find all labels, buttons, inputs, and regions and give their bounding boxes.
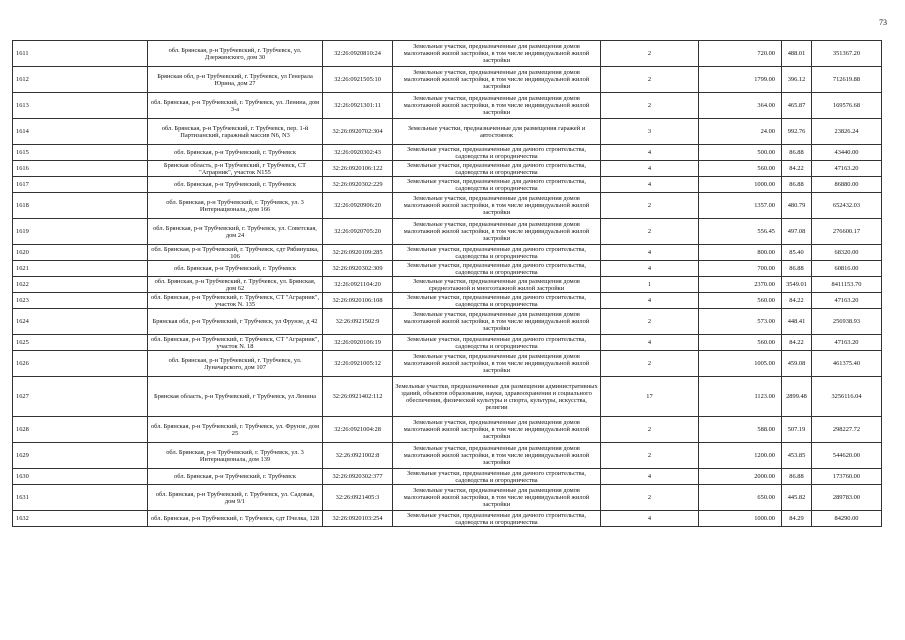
cadastral-value-cell: 173760.00 xyxy=(812,469,882,485)
group-cell: 3 xyxy=(601,119,699,145)
cadastral-value-cell: 84290.00 xyxy=(812,511,882,527)
cadastral-number-cell: 32:26:0920106:19 xyxy=(323,335,393,351)
land-use-cell: Земельные участки, предназначенные для размещения домов малоэтажной жилой застройки, в том числе индивидуальной жилой застройки xyxy=(393,41,601,67)
row-number-cell: 1631 xyxy=(13,485,148,511)
row-number-cell: 1625 xyxy=(13,335,148,351)
group-cell: 4 xyxy=(601,161,699,177)
price-cell: 86.88 xyxy=(782,261,812,277)
cadastral-value-cell: 298227.72 xyxy=(812,417,882,443)
table-row xyxy=(13,335,882,351)
land-use-cell: Земельные участки, предназначенные для дачного строительства, садоводства и огородничества xyxy=(393,145,601,161)
area-cell: 700.00 xyxy=(699,261,782,277)
cadastral-value-cell: 289783.00 xyxy=(812,485,882,511)
page-number: 73 xyxy=(879,18,887,27)
cadastral-number-cell: 32:26:0920103:254 xyxy=(323,511,393,527)
address-cell: обл. Брянская, р-н Трубчевский, г. Трубчевск, сдт Рябинушка, 106 xyxy=(148,245,323,261)
address-cell: обл. Брянская, р-н Трубчевский, г. Трубчевск, СТ "Аграрник", участок N. 135 xyxy=(148,293,323,309)
price-cell: 992.76 xyxy=(782,119,812,145)
row-number-cell: 1613 xyxy=(13,93,148,119)
cadastral-value-cell: 3256116.04 xyxy=(812,377,882,417)
cadastral-number-cell: 32:26:0920302:43 xyxy=(323,145,393,161)
area-cell: 1357.00 xyxy=(699,193,782,219)
area-cell: 720.00 xyxy=(699,41,782,67)
price-cell: 3549.01 xyxy=(782,277,812,293)
cadastral-number-cell: 32:26:0921002:8 xyxy=(323,443,393,469)
row-number-cell: 1615 xyxy=(13,145,148,161)
table-row xyxy=(13,41,882,67)
cadastral-value-cell: 43440.00 xyxy=(812,145,882,161)
price-cell: 445.82 xyxy=(782,485,812,511)
area-cell: 1000.00 xyxy=(699,177,782,193)
row-number-cell: 1611 xyxy=(13,41,148,67)
table-row xyxy=(13,485,882,511)
land-use-cell: Земельные участки, предназначенные для размещения домов малоэтажной жилой застройки, в том числе индивидуальной жилой застройки xyxy=(393,93,601,119)
cadastral-value-cell: 351367.20 xyxy=(812,41,882,67)
address-cell: обл. Брянская, р-н Трубчевский, г. Трубчевск, ул. Фрунзе, дом 25 xyxy=(148,417,323,443)
price-cell: 86.88 xyxy=(782,145,812,161)
address-cell: Брянская обл, р-н Трубчевский, г Трубчевск, ул Фрунзе, д 42 xyxy=(148,309,323,335)
group-cell: 2 xyxy=(601,309,699,335)
cadastral-value-cell: 712619.88 xyxy=(812,67,882,93)
address-cell: обл. Брянская, р-н Трубчевский, г. Трубчевск xyxy=(148,469,323,485)
area-cell: 650.00 xyxy=(699,485,782,511)
group-cell: 2 xyxy=(601,485,699,511)
area-cell: 1799.00 xyxy=(699,67,782,93)
table-row xyxy=(13,261,882,277)
address-cell: Брянская область, р-н Трубчевский, г Трубчевск, ул Ленина xyxy=(148,377,323,417)
cadastral-number-cell: 32:26:0920906:20 xyxy=(323,193,393,219)
table-row xyxy=(13,351,882,377)
table-row xyxy=(13,119,882,145)
group-cell: 4 xyxy=(601,511,699,527)
land-use-cell: Земельные участки, предназначенные для размещения административных зданий, объектов образования, науки, здравоохранения и социального обеспечения, физической культуры и спорта, культуры, искусства, религии xyxy=(393,377,601,417)
cadastral-value-cell: 86880.00 xyxy=(812,177,882,193)
cadastral-number-cell: 32:26:0921405:3 xyxy=(323,485,393,511)
table-row xyxy=(13,219,882,245)
cadastral-value-cell: 23826.24 xyxy=(812,119,882,145)
row-number-cell: 1630 xyxy=(13,469,148,485)
group-cell: 4 xyxy=(601,293,699,309)
cadastral-number-cell: 32:26:0920810:24 xyxy=(323,41,393,67)
land-use-cell: Земельные участки, предназначенные для дачного строительства, садоводства и огородничества xyxy=(393,177,601,193)
address-cell: обл. Брянская, р-н Трубчевский, г. Трубчевск, СТ "Аграрник", участок N. 18 xyxy=(148,335,323,351)
address-cell: Брянская обл, р-н Трубчевский, г. Трубчевск, ул Генерала Юрина, дом 27 xyxy=(148,67,323,93)
table-row xyxy=(13,277,882,293)
cadastral-number-cell: 32:26:0920302:377 xyxy=(323,469,393,485)
price-cell: 85.40 xyxy=(782,245,812,261)
table-row xyxy=(13,417,882,443)
area-cell: 800.00 xyxy=(699,245,782,261)
row-number-cell: 1620 xyxy=(13,245,148,261)
row-number-cell: 1626 xyxy=(13,351,148,377)
cadastral-number-cell: 32:26:0921005:12 xyxy=(323,351,393,377)
land-use-cell: Земельные участки, предназначенные для размещения домов малоэтажной жилой застройки, в том числе индивидуальной жилой застройки xyxy=(393,193,601,219)
price-cell: 465.87 xyxy=(782,93,812,119)
land-use-cell: Земельные участки, предназначенные для размещения гаражей и автостоянок xyxy=(393,119,601,145)
cadastral-number-cell: 32:26:0921505:10 xyxy=(323,67,393,93)
address-cell: обл. Брянская, р-н Трубчевский, г. Трубчевск, пер. 1-й Партизанский, гаражный массив N6, N3 xyxy=(148,119,323,145)
price-cell: 86.88 xyxy=(782,469,812,485)
area-cell: 1000.00 xyxy=(699,511,782,527)
area-cell: 1005.00 xyxy=(699,351,782,377)
cadastral-number-cell: 32:26:0920302:229 xyxy=(323,177,393,193)
land-use-cell: Земельные участки, предназначенные для дачного строительства, садоводства и огородничества xyxy=(393,335,601,351)
land-use-cell: Земельные участки, предназначенные для дачного строительства, садоводства и огородничества xyxy=(393,261,601,277)
land-plots-table xyxy=(12,40,882,527)
cadastral-value-cell: 8411153.70 xyxy=(812,277,882,293)
land-use-cell: Земельные участки, предназначенные для размещения домов малоэтажной жилой застройки, в том числе индивидуальной жилой застройки xyxy=(393,443,601,469)
group-cell: 2 xyxy=(601,41,699,67)
price-cell: 497.08 xyxy=(782,219,812,245)
address-cell: обл. Брянская, р-н Трубчевский, г. Трубчевск, ул. Брянская, дом 62 xyxy=(148,277,323,293)
land-use-cell: Земельные участки, предназначенные для дачного строительства, садоводства и огородничества xyxy=(393,245,601,261)
cadastral-number-cell: 32:26:0920109:285 xyxy=(323,245,393,261)
price-cell: 448.41 xyxy=(782,309,812,335)
cadastral-value-cell: 461375.40 xyxy=(812,351,882,377)
land-use-cell: Земельные участки, предназначенные для размещения домов малоэтажной жилой застройки, в том числе индивидуальной жилой застройки xyxy=(393,485,601,511)
table-row xyxy=(13,309,882,335)
land-use-cell: Земельные участки, предназначенные для размещения домов малоэтажной жилой застройки, в том числе индивидуальной жилой застройки xyxy=(393,219,601,245)
cadastral-number-cell: 32:26:0921502:9 xyxy=(323,309,393,335)
area-cell: 364.00 xyxy=(699,93,782,119)
price-cell: 480.79 xyxy=(782,193,812,219)
cadastral-value-cell: 652432.03 xyxy=(812,193,882,219)
cadastral-value-cell: 47163.20 xyxy=(812,161,882,177)
group-cell: 4 xyxy=(601,469,699,485)
row-number-cell: 1619 xyxy=(13,219,148,245)
cadastral-number-cell: 32:26:0920302:309 xyxy=(323,261,393,277)
cadastral-number-cell: 32:26:0920705:20 xyxy=(323,219,393,245)
group-cell: 2 xyxy=(601,351,699,377)
area-cell: 2000.00 xyxy=(699,469,782,485)
price-cell: 459.08 xyxy=(782,351,812,377)
price-cell: 84.29 xyxy=(782,511,812,527)
address-cell: обл. Брянская, р-н Трубчевский, г. Трубчевск, ул. Дзержинского, дом 30 xyxy=(148,41,323,67)
cadastral-value-cell: 276600.17 xyxy=(812,219,882,245)
table-row xyxy=(13,443,882,469)
table-row xyxy=(13,93,882,119)
address-cell: обл. Брянская, р-н Трубчевский, г. Трубчевск, ул. Садовая, дом 9/1 xyxy=(148,485,323,511)
area-cell: 2370.00 xyxy=(699,277,782,293)
cadastral-number-cell: 32:26:0921301:11 xyxy=(323,93,393,119)
area-cell: 560.00 xyxy=(699,293,782,309)
table-row xyxy=(13,67,882,93)
area-cell: 500.00 xyxy=(699,145,782,161)
group-cell: 2 xyxy=(601,93,699,119)
row-number-cell: 1617 xyxy=(13,177,148,193)
row-number-cell: 1629 xyxy=(13,443,148,469)
row-number-cell: 1632 xyxy=(13,511,148,527)
address-cell: Брянская область, р-н Трубчевский, г Трубчевск, СТ "Аграрник", участок N155 xyxy=(148,161,323,177)
group-cell: 4 xyxy=(601,335,699,351)
cadastral-number-cell: 32:26:0921402:112 xyxy=(323,377,393,417)
table-row xyxy=(13,177,882,193)
cadastral-value-cell: 544620.00 xyxy=(812,443,882,469)
group-cell: 2 xyxy=(601,219,699,245)
area-cell: 1123.00 xyxy=(699,377,782,417)
price-cell: 453.85 xyxy=(782,443,812,469)
area-cell: 588.00 xyxy=(699,417,782,443)
price-cell: 396.12 xyxy=(782,67,812,93)
table-body xyxy=(13,41,882,527)
row-number-cell: 1614 xyxy=(13,119,148,145)
row-number-cell: 1628 xyxy=(13,417,148,443)
cadastral-value-cell: 47163.20 xyxy=(812,335,882,351)
price-cell: 507.19 xyxy=(782,417,812,443)
address-cell: обл. Брянская, р-н Трубчевский, г. Трубчевск, ул. Советская, дом 24 xyxy=(148,219,323,245)
price-cell: 84.22 xyxy=(782,335,812,351)
group-cell: 4 xyxy=(601,145,699,161)
address-cell: обл. Брянская, р-н Трубчевский, г. Трубчевск, ул. 3 Интернационала, дом 139 xyxy=(148,443,323,469)
area-cell: 560.00 xyxy=(699,161,782,177)
row-number-cell: 1624 xyxy=(13,309,148,335)
price-cell: 2899.48 xyxy=(782,377,812,417)
area-cell: 560.00 xyxy=(699,335,782,351)
group-cell: 2 xyxy=(601,443,699,469)
cadastral-value-cell: 47163.20 xyxy=(812,293,882,309)
row-number-cell: 1618 xyxy=(13,193,148,219)
cadastral-value-cell: 169576.68 xyxy=(812,93,882,119)
land-use-cell: Земельные участки, предназначенные для дачного строительства, садоводства и огородничества xyxy=(393,293,601,309)
table-row xyxy=(13,377,882,417)
cadastral-number-cell: 32:26:0920106:108 xyxy=(323,293,393,309)
cadastral-value-cell: 256938.93 xyxy=(812,309,882,335)
land-use-cell: Земельные участки, предназначенные для размещения домов малоэтажной жилой застройки, в том числе индивидуальной жилой застройки xyxy=(393,67,601,93)
price-cell: 84.22 xyxy=(782,293,812,309)
area-cell: 556.45 xyxy=(699,219,782,245)
price-cell: 488.01 xyxy=(782,41,812,67)
land-use-cell: Земельные участки, предназначенные для дачного строительства, садоводства и огородничества xyxy=(393,469,601,485)
row-number-cell: 1627 xyxy=(13,377,148,417)
table-row xyxy=(13,245,882,261)
table-row xyxy=(13,511,882,527)
address-cell: обл. Брянская, р-н Трубчевский, г. Трубчевск xyxy=(148,261,323,277)
area-cell: 1200.00 xyxy=(699,443,782,469)
row-number-cell: 1616 xyxy=(13,161,148,177)
group-cell: 2 xyxy=(601,67,699,93)
land-use-cell: Земельные участки, предназначенные для размещения домов малоэтажной жилой застройки, в том числе индивидуальной жилой застройки xyxy=(393,309,601,335)
group-cell: 1 xyxy=(601,277,699,293)
row-number-cell: 1612 xyxy=(13,67,148,93)
address-cell: обл. Брянская, р-н Трубчевский, г. Трубчевск xyxy=(148,177,323,193)
table-row xyxy=(13,293,882,309)
area-cell: 24.00 xyxy=(699,119,782,145)
row-number-cell: 1621 xyxy=(13,261,148,277)
price-cell: 84.22 xyxy=(782,161,812,177)
cadastral-number-cell: 32:26:0921004:28 xyxy=(323,417,393,443)
cadastral-number-cell: 32:26:0921104:20 xyxy=(323,277,393,293)
group-cell: 4 xyxy=(601,177,699,193)
group-cell: 4 xyxy=(601,261,699,277)
row-number-cell: 1623 xyxy=(13,293,148,309)
land-use-cell: Земельные участки, предназначенные для размещения домов малоэтажной жилой застройки, в том числе индивидуальной жилой застройки xyxy=(393,417,601,443)
price-cell: 86.88 xyxy=(782,177,812,193)
cadastral-value-cell: 68320.00 xyxy=(812,245,882,261)
group-cell: 17 xyxy=(601,377,699,417)
table-row xyxy=(13,145,882,161)
address-cell: обл. Брянская, р-н Трубчевский, г. Трубчевск, ул. 3 Интернационала, дом 166 xyxy=(148,193,323,219)
table-row xyxy=(13,193,882,219)
group-cell: 4 xyxy=(601,245,699,261)
group-cell: 2 xyxy=(601,417,699,443)
cadastral-number-cell: 32:26:0920702:304 xyxy=(323,119,393,145)
row-number-cell: 1622 xyxy=(13,277,148,293)
land-use-cell: Земельные участки, предназначенные для дачного строительства, садоводства и огородничества xyxy=(393,161,601,177)
address-cell: обл. Брянская, р-н Трубчевский, г. Трубчевск, ул. Ленина, дом 3-а xyxy=(148,93,323,119)
address-cell: обл. Брянская, р-н Трубчевский, г. Трубчевск, сдт Пчелка, 128 xyxy=(148,511,323,527)
area-cell: 573.00 xyxy=(699,309,782,335)
group-cell: 2 xyxy=(601,193,699,219)
table-row xyxy=(13,469,882,485)
address-cell: обл. Брянская, р-н Трубчевский, г. Трубчевск xyxy=(148,145,323,161)
table-row xyxy=(13,161,882,177)
cadastral-value-cell: 60816.00 xyxy=(812,261,882,277)
address-cell: обл. Брянская, р-н Трубчевский, г. Трубчевск, ул. Луначарского, дом 107 xyxy=(148,351,323,377)
land-use-cell: Земельные участки, предназначенные для размещения домов среднеэтажной и многоэтажной жилой застройки xyxy=(393,277,601,293)
land-use-cell: Земельные участки, предназначенные для размещения домов малоэтажной жилой застройки, в том числе индивидуальной жилой застройки xyxy=(393,351,601,377)
cadastral-number-cell: 32:26:0920106:122 xyxy=(323,161,393,177)
land-use-cell: Земельные участки, предназначенные для дачного строительства, садоводства и огородничества xyxy=(393,511,601,527)
